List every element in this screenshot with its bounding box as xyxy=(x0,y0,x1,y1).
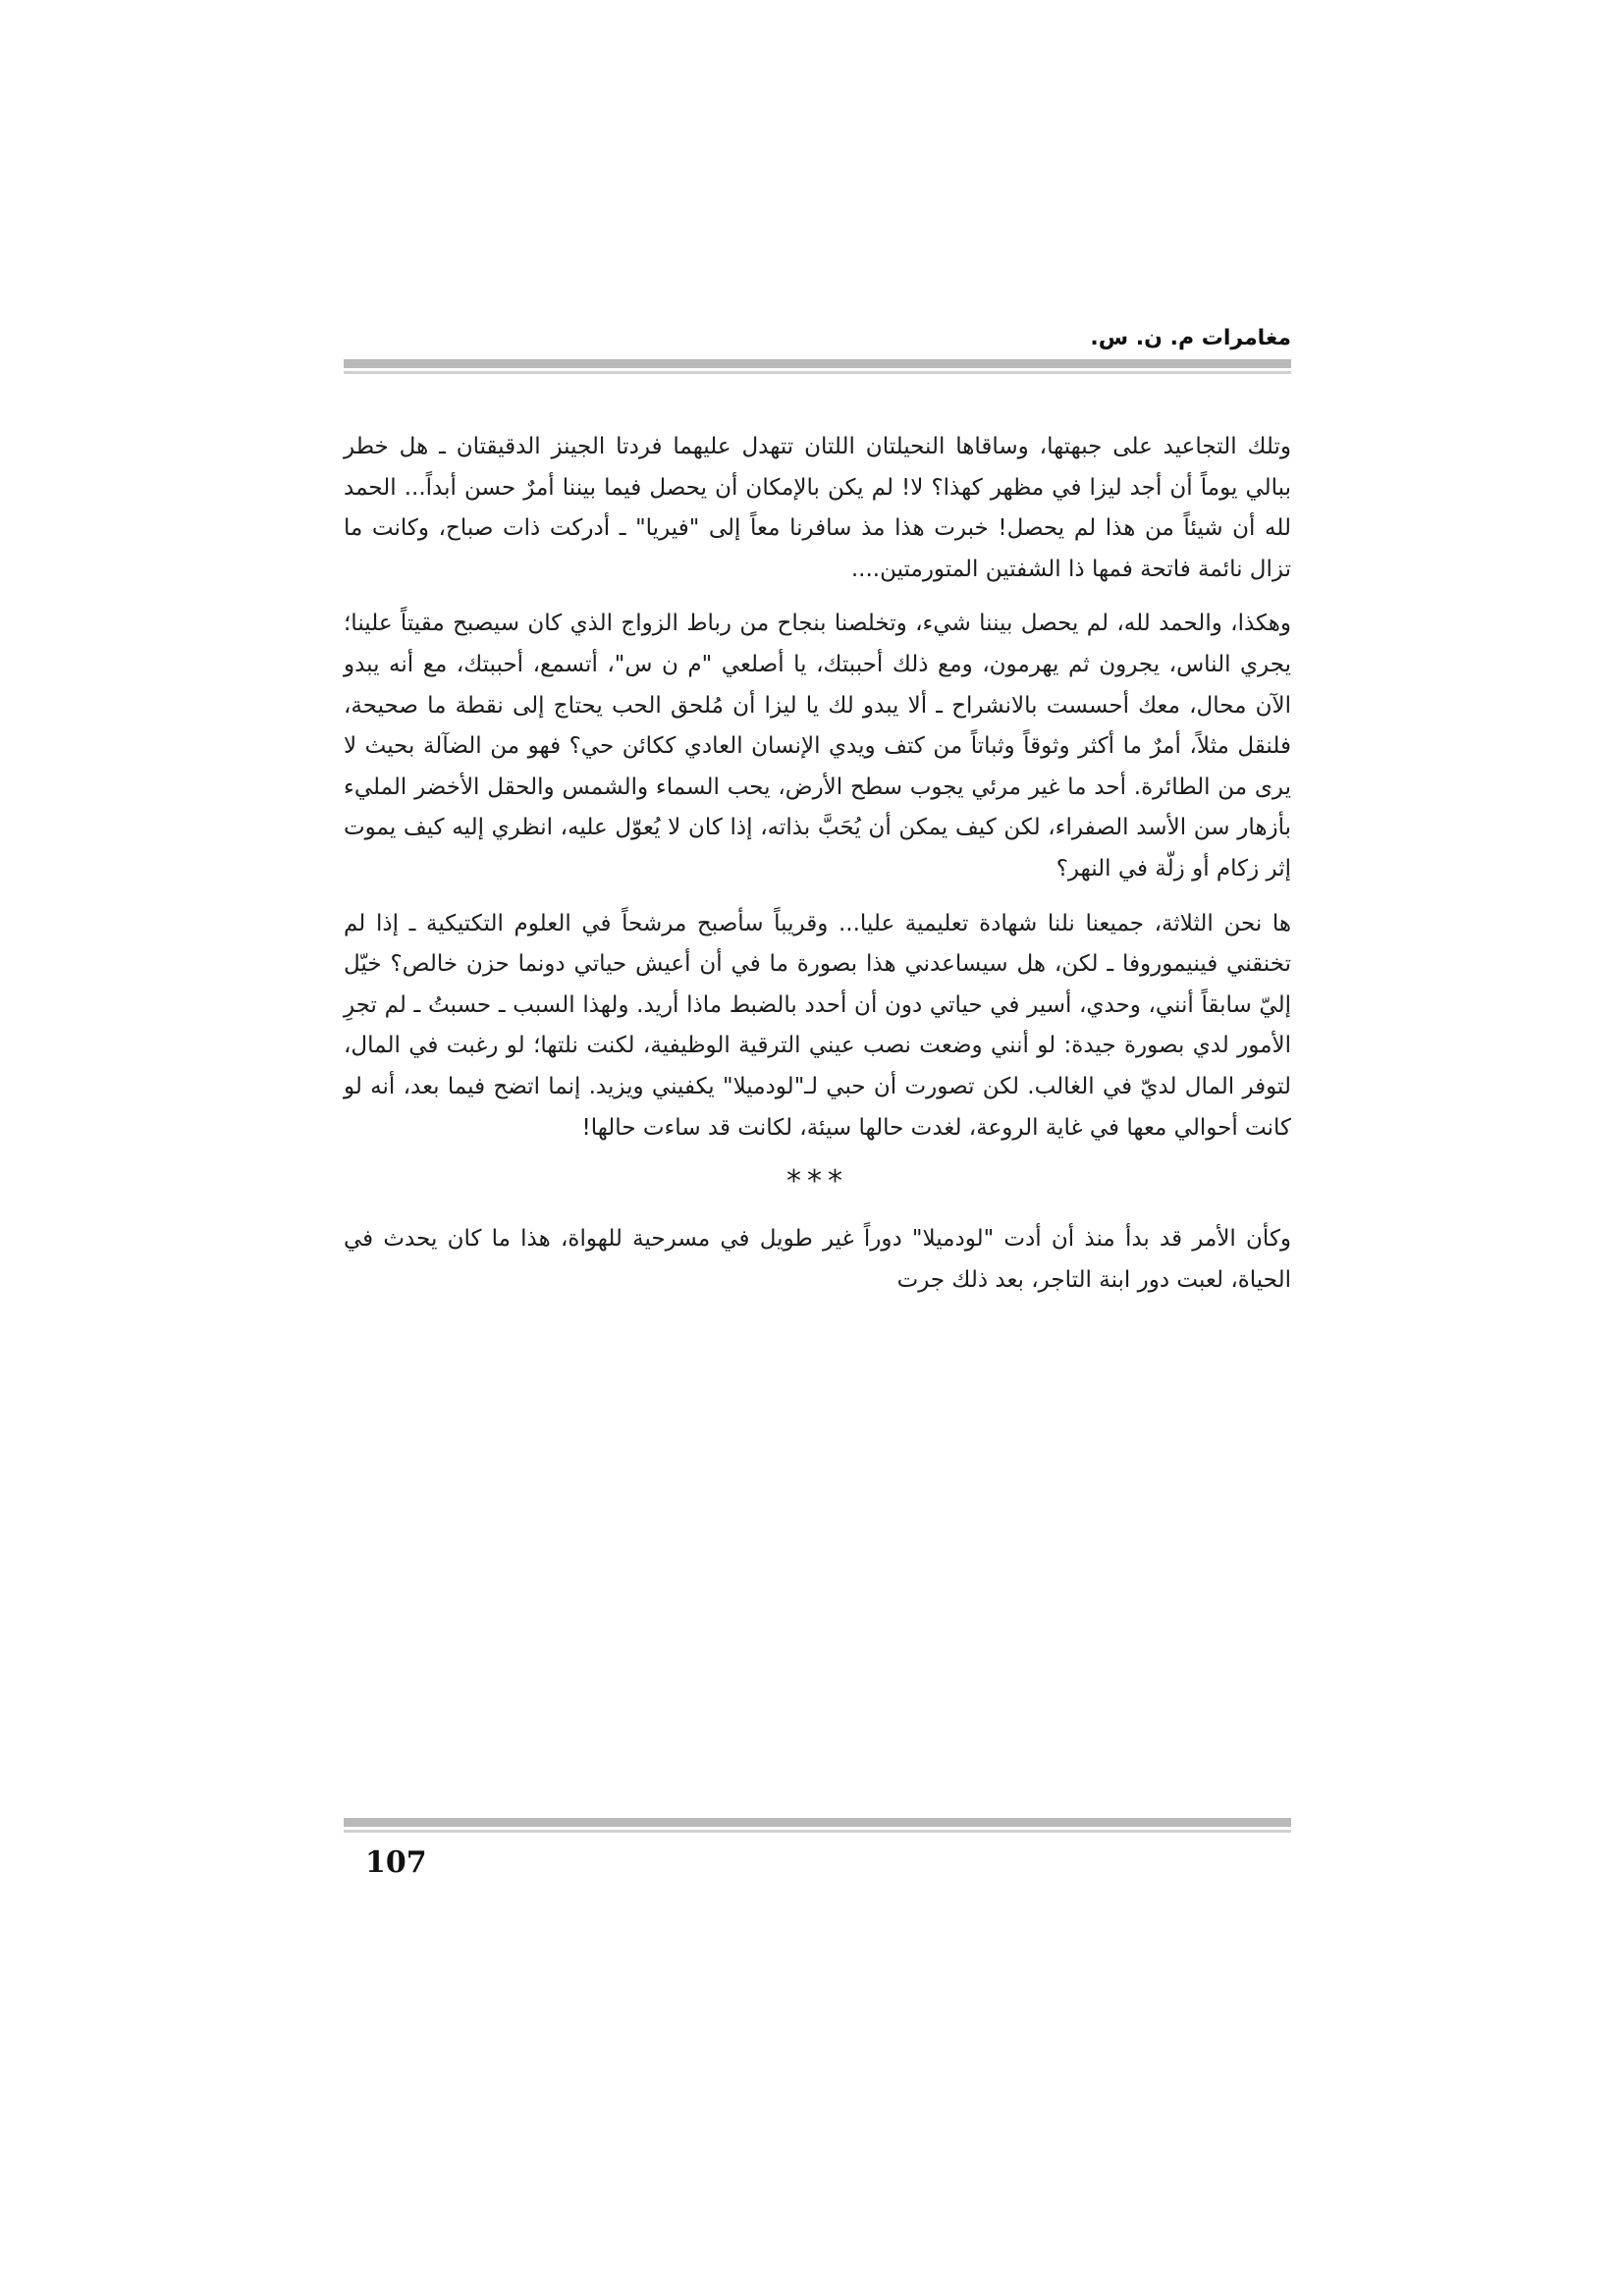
page-number: 107 xyxy=(365,1845,427,1880)
paragraph-3: ها نحن الثلاثة، جميعنا نلنا شهادة تعليمية عليا... وقريباً سأصبح مرشحاً في العلوم التكتيكية ـ إذا لم تخنقني فينيموروفا ـ لكن، هل سيساعدني هذا بصورة ما في أن أعيش حياتي دونما حزن خالص؟ خيّل إليّ سابقاً أنني، وحدي، أسير في حياتي دون أن أحدد بالضبط ماذا أريد. ولهذا السبب ـ حسبتُ ـ لم تجرِ الأمور لدي بصورة جيدة: لو أنني وضعت نصب عيني الترقية الوظيفية، لكنت نلتها؛ لو رغبت في المال، لتوفر المال لديّ في الغالب. لكن تصورت أن حبي لـ"لودميلا" يكفيني ويزيد. إنما اتضح فيما بعد، أنه لو كانت أحوالي معها في غاية الروعة، لغدت حالها سيئة، لكانت قد ساءت حالها! xyxy=(344,910,1291,1141)
header-rule-thin xyxy=(344,371,1291,374)
paragraph-4: وكأن الأمر قد بدأ منذ أن أدت "لودميلا" دوراً غير طويل في مسرحية للهواة، هذا ما كان يحدث في الحياة، لعبت دور ابنة التاجر، بعد ذلك جرت xyxy=(344,1226,1291,1293)
footer-rule xyxy=(344,1818,1291,1827)
paragraph-1: وتلك التجاعيد على جبهتها، وساقاها النحيلتان اللتان تتهدل عليهما فردتا الجينز الدقيقتان ـ هل خطر ببالي يوماً أن أجد ليزا في مظهر كهذا؟ لا! لم يكن بالإمكان أن يحصل فيما بيننا أمرٌ حسن أبداً... الحمد لله أن شيئاً من هذا لم يحصل! خبرت هذا مذ سافرنا معاً إلى "فيريا" ـ أدركت ذات صباح، وكانت ما تزال نائمة فاتحة فمها ذا الشفتين المتورمتين.... xyxy=(344,434,1291,582)
header-rule xyxy=(344,359,1291,368)
section-separator: *** xyxy=(786,1164,848,1200)
footer-rule-thin xyxy=(344,1830,1291,1833)
header-title: مغامرات م. ن. س. xyxy=(1090,326,1291,350)
paragraph-2: وهكذا، والحمد لله، لم يحصل بيننا شيء، وتخلصنا بنجاح من رباط الزواج الذي كان سيصبح مقيتاً علينا؛ يجري الناس، يجرون ثم يهرمون، ومع ذلك أحببتك، يا أصلعي "م ن س"، أتسمع، أحببتك، مع أنه يبدو الآن محال، معك أحسست بالانشراح ـ ألا يبدو لك يا ليزا أن مُلحق الحب يحتاج إلى نقطة ما صحيحة، فلنقل مثلاً، أمرٌ ما أكثر وثوقاً وثباتاً من كتف ويدي الإنسان العادي ككائن حي؟ فهو من الضآلة بحيث لا يرى من الطائرة. أحد ما غير مرئي يجوب سطح الأرض، يحب السماء والشمس والحقل الأخضر المليء بأزهار سن الأسد الصفراء، لكن كيف يمكن أن يُحَبَّ بذاته، إذا كان لا يُعوّل عليه، انظري إليه كيف يموت إثر زكام أو زلّة في النهر؟ xyxy=(344,611,1291,881)
body-text xyxy=(344,427,1291,1314)
